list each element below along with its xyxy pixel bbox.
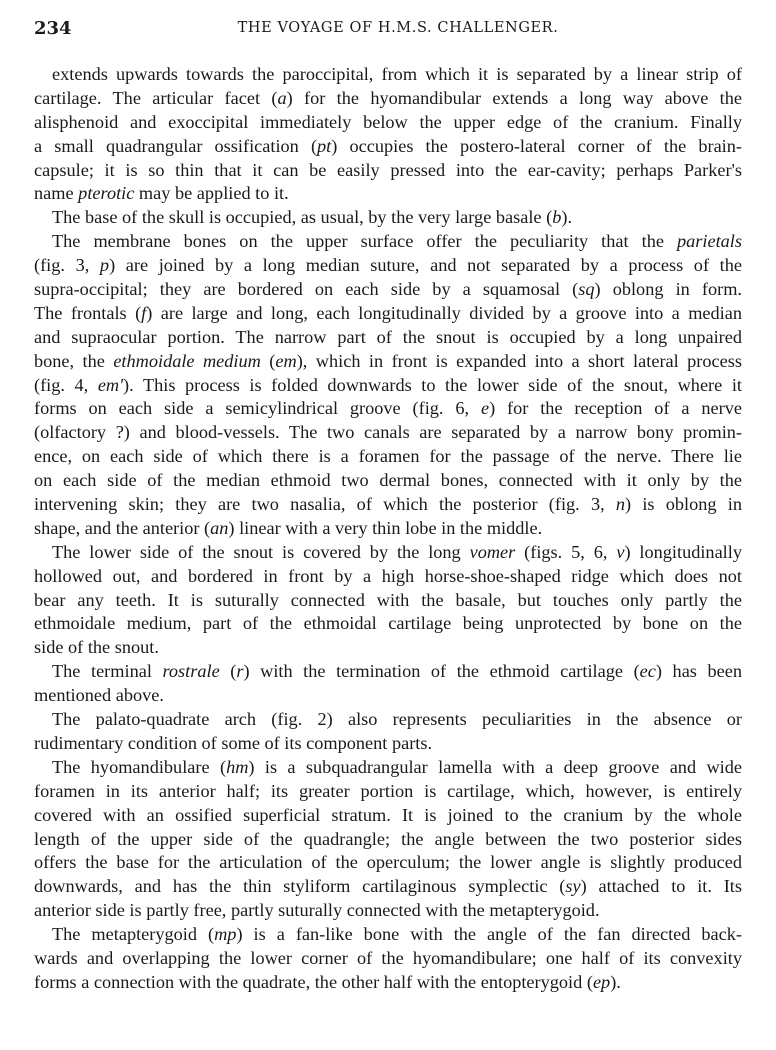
text-segment: ) occupies the postero-lateral corner of the brain- (331, 135, 742, 156)
text-line (34, 278, 742, 302)
text-line (34, 923, 742, 947)
text-segment: ( (260, 350, 276, 371)
text-line (34, 708, 742, 732)
text-line (34, 397, 742, 421)
italic-term: p (99, 255, 110, 276)
text-segment: side of the snout. (34, 637, 159, 658)
text-line (34, 589, 742, 613)
text-segment: (fig. 4, (34, 374, 98, 395)
paragraph (34, 708, 742, 756)
paragraph (34, 230, 742, 541)
text-line (34, 612, 742, 636)
text-segment: shape, and the anterior ( (34, 517, 211, 538)
text-segment: forms a connection with the quadrate, the other half with the entopterygoid ( (34, 971, 593, 992)
italic-term: f (141, 302, 147, 323)
text-line (34, 87, 742, 111)
text-line (34, 206, 742, 230)
italic-term: an (210, 517, 229, 538)
text-segment: The membrane bones on the upper surface offer the peculiarity that the (52, 231, 677, 252)
text-line (34, 254, 742, 278)
text-segment: ), which in front is expanded into a short lateral process (296, 350, 742, 371)
text-line (34, 684, 742, 708)
text-line (34, 780, 742, 804)
text-line (34, 63, 742, 87)
text-segment: ). This process is folded downwards to the lower side of the snout, where it (123, 374, 742, 395)
text-line (34, 326, 742, 350)
text-segment: ) are large and long, each longitudinally divided by a groove into a median (146, 302, 743, 323)
text-line (34, 517, 742, 541)
text-segment: ) is oblong in (625, 494, 742, 515)
paragraph (34, 206, 742, 230)
text-segment: The frontals ( (34, 302, 142, 323)
paragraph (34, 63, 742, 206)
text-segment: a small quadrangular ossification ( (34, 135, 318, 156)
text-segment: bone, the (34, 350, 114, 371)
text-segment: (figs. 5, 6, (515, 541, 617, 562)
text-line (34, 182, 742, 206)
italic-term: b (552, 207, 562, 228)
page-number: 234 (34, 18, 72, 39)
text-segment: length of the upper side of the quadrangle; the angle between the two posterior sides (34, 828, 742, 849)
running-header (34, 18, 742, 42)
text-segment: ). (561, 207, 573, 228)
text-segment: ) with the termination of the ethmoid cartilage ( (243, 661, 640, 682)
paragraph (34, 660, 742, 708)
text-segment: The metapterygoid ( (52, 924, 215, 945)
text-line (34, 445, 742, 469)
text-segment: ) are joined by a long median suture, and not separated by a process of the (109, 255, 742, 276)
italic-term: ep (592, 971, 611, 992)
text-segment: foramen in its anterior half; its greater portion is cartilage, which, however, is entirely (34, 780, 742, 801)
paragraph (34, 541, 742, 660)
italic-term: rostrale (162, 661, 220, 682)
italic-term: v (616, 541, 625, 562)
text-segment: capsule; it is so thin that it can be easily pressed into the ear-cavity; perhaps Parker's (34, 159, 742, 180)
text-segment: on each side of the median ethmoid two dermal bones, connected with it only by the (34, 470, 742, 491)
italic-term: hm (226, 756, 249, 777)
text-segment: may be applied to it. (134, 183, 289, 204)
text-segment: The palato-quadrate arch (fig. 2) also represents peculiarities in the absence or (52, 709, 742, 730)
text-segment: The hyomandibulare ( (52, 756, 227, 777)
paragraph (34, 756, 742, 923)
text-segment: hollowed out, and bordered in front by a high horse-shoe-shaped ridge which does not (34, 565, 742, 586)
text-line (34, 541, 742, 565)
running-title: THE VOYAGE OF H.M.S. CHALLENGER. (237, 20, 559, 36)
italic-term: vomer (469, 541, 516, 562)
text-line (34, 469, 742, 493)
text-segment: ) attached to it. Its (580, 876, 742, 897)
text-line (34, 302, 742, 326)
text-segment: alisphenoid and exoccipital immediately below the upper edge of the cranium. Finally (34, 111, 742, 132)
text-line (34, 636, 742, 660)
text-segment: cartilage. The articular facet ( (34, 87, 278, 108)
text-line (34, 804, 742, 828)
text-segment: wards and overlapping the lower corner of the hyomandibulare; one half of its convexity (34, 947, 742, 968)
text-segment: ) longitudinally (624, 541, 742, 562)
text-line (34, 732, 742, 756)
body-text (34, 63, 742, 995)
text-segment: forms on each side a semicylindrical groove (fig. 6, (34, 398, 481, 419)
text-line (34, 875, 742, 899)
italic-term: em (275, 350, 297, 371)
text-segment: ) oblong in form. (594, 279, 742, 300)
text-line (34, 899, 742, 923)
text-line (34, 421, 742, 445)
text-line (34, 374, 742, 398)
text-line (34, 660, 742, 684)
text-line (34, 971, 742, 995)
text-segment: The terminal (52, 661, 163, 682)
text-line (34, 111, 742, 135)
italic-term: sy (565, 876, 581, 897)
text-segment: ) for the reception of a nerve (489, 398, 742, 419)
italic-term: sq (578, 279, 595, 300)
text-segment: ethmoidale medium, part of the ethmoidal cartilage being unprotected by bone on the (34, 613, 742, 634)
text-segment: covered with an ossified superficial stratum. It is joined to the cranium by the whole (34, 804, 742, 825)
italic-term: parietals (676, 231, 742, 252)
text-segment: and supraocular portion. The narrow part of the snout is occupied by a long unpaired (34, 326, 742, 347)
italic-term: pterotic (78, 183, 135, 204)
text-segment: supra-occipital; they are bordered on each side by a squamosal ( (34, 279, 579, 300)
italic-term: e (480, 398, 490, 419)
text-segment: anterior side is partly free, partly suturally connected with the metapterygoid. (34, 900, 600, 921)
text-segment: bear any teeth. It is suturally connected with the basale, but touches only partly the (34, 589, 742, 610)
text-segment: The lower side of the snout is covered by the long (52, 541, 470, 562)
text-segment: ( (219, 661, 237, 682)
text-line (34, 135, 742, 159)
text-segment: ). (610, 971, 621, 992)
text-segment: (fig. 3, (34, 255, 100, 276)
text-line (34, 159, 742, 183)
italic-term: mp (214, 924, 237, 945)
text-segment: ) for the hyomandibular extends a long way above the (286, 87, 742, 108)
text-segment: downwards, and has the thin styliform cartilaginous symplectic ( (34, 876, 566, 897)
italic-term: r (236, 661, 244, 682)
text-line (34, 350, 742, 374)
text-segment: mentioned above. (34, 685, 164, 706)
text-segment: offers the base for the articulation of the operculum; the lower angle is slightly produced (34, 852, 742, 873)
text-segment: rudimentary condition of some of its component parts. (34, 732, 433, 753)
text-segment: extends upwards towards the paroccipital, from which it is separated by a linear strip of (52, 64, 742, 84)
text-segment: ) is a fan-like bone with the angle of the fan directed back- (236, 924, 742, 945)
text-line (34, 493, 742, 517)
text-segment: (olfactory ?) and blood-vessels. The two canals are separated by a narrow bony promin- (34, 422, 742, 443)
text-line (34, 828, 742, 852)
text-line (34, 565, 742, 589)
text-segment: intervening skin; they are two nasalia, of which the posterior (fig. 3, (34, 494, 616, 515)
italic-term: em' (97, 374, 124, 395)
text-segment: name (34, 183, 79, 204)
text-line (34, 947, 742, 971)
italic-term: n (615, 494, 626, 515)
italic-term: pt (317, 135, 332, 156)
text-segment: ) is a subquadrangular lamella with a deep groove and wide (248, 756, 742, 777)
text-line (34, 851, 742, 875)
italic-term: ec (639, 661, 656, 682)
text-line (34, 230, 742, 254)
text-segment: ) has been (655, 661, 742, 682)
italic-term: ethmoidale medium (113, 350, 261, 371)
italic-term: a (277, 87, 287, 108)
text-segment: ence, on each side of which there is a foramen for the passage of the nerve. There lie (34, 446, 742, 467)
text-segment: The base of the skull is occupied, as usual, by the very large basale ( (52, 207, 553, 228)
paragraph (34, 923, 742, 995)
text-line (34, 756, 742, 780)
text-segment: ) linear with a very thin lobe in the middle. (228, 517, 543, 538)
